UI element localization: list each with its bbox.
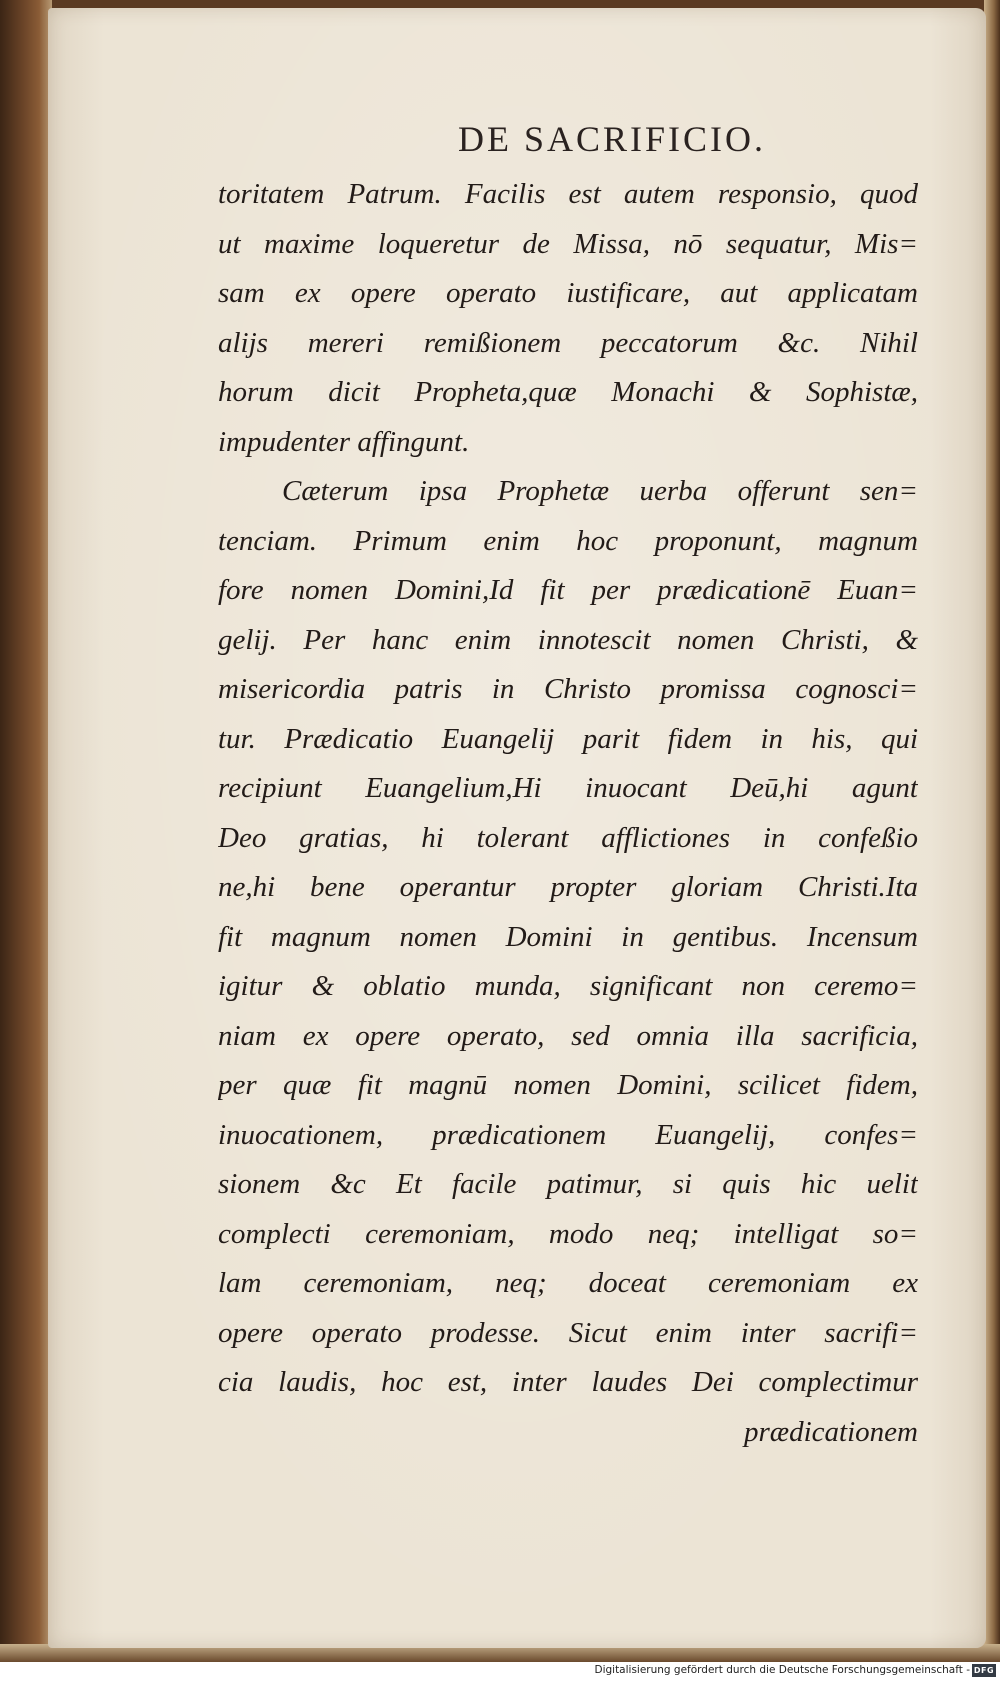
text-line: inuocationem, prædicationem Euangelij, confes= (218, 1118, 918, 1151)
text-line: cia laudis, hoc est, inter laudes Dei complectimur (218, 1366, 918, 1398)
funding-credit: Digitalisierung gefördert durch die Deutsche Forschungsgemeinschaft - (594, 1664, 970, 1676)
text-line: lam ceremoniam, neq; doceat ceremoniam ex (218, 1267, 918, 1299)
running-head: DE SACRIFICIO. (458, 119, 767, 159)
text-line: per quæ fit magnū nomen Domini, scilicet fidem, (218, 1069, 918, 1101)
text-line: alijs mereri remißionem peccatorum &c. Nihil (218, 326, 918, 359)
text-line: gelij. Per hanc enim innotescit nomen Christi, & (218, 623, 918, 656)
text-line: Deo gratias, hi tolerant afflictiones in confeßio (218, 821, 918, 854)
book-binding-edge (0, 0, 52, 1662)
catchword: prædicationem (744, 1415, 918, 1448)
book-fore-edge (984, 0, 1000, 1662)
digitization-footer (0, 1662, 1000, 1681)
text-line: recipiunt Euangelium,Hi inuocant Deū,hi agunt (218, 772, 918, 804)
text-line: horum dicit Propheta,quæ Monachi & Sophistæ, (218, 376, 918, 408)
text-line: igitur & oblatio munda, significant non ceremo= (218, 970, 918, 1002)
text-line: tenciam. Primum enim hoc proponunt, magnum (218, 524, 918, 557)
text-line: toritatem Patrum. Facilis est autem responsio, quod (218, 178, 918, 210)
text-line: sam ex opere operato iustificare, aut applicatam (218, 277, 918, 309)
text-line: fit magnum nomen Domini in gentibus. Incensum (218, 920, 918, 953)
book-page (48, 8, 986, 1648)
text-line: ut maxime loqueretur de Missa, nō sequatur, Mis= (218, 227, 918, 260)
text-line: impudenter affingunt. (218, 425, 470, 458)
text-line: complecti ceremoniam, modo neq; intelligat so= (218, 1217, 918, 1250)
text-line: tur. Prædicatio Euangelij parit fidem in his, qui (218, 722, 918, 755)
body-text (218, 170, 918, 1457)
text-line: sionem &c Et facile patimur, si quis hic uelit (218, 1168, 918, 1200)
text-line: Cæterum ipsa Prophetæ uerba offerunt sen= (282, 475, 918, 507)
text-line: opere operato prodesse. Sicut enim inter sacrifi= (218, 1316, 918, 1349)
text-line: ne,hi bene operantur propter gloriam Christi.Ita (218, 871, 918, 903)
dfg-logo: DFG (973, 1666, 995, 1675)
text-line: fore nomen Domini,Id fit per prædicationē Euan= (218, 574, 918, 606)
text-line: niam ex opere operato, sed omnia illa sacrificia, (218, 1019, 918, 1052)
text-line: misericordia patris in Christo promissa cognosci= (218, 673, 918, 705)
